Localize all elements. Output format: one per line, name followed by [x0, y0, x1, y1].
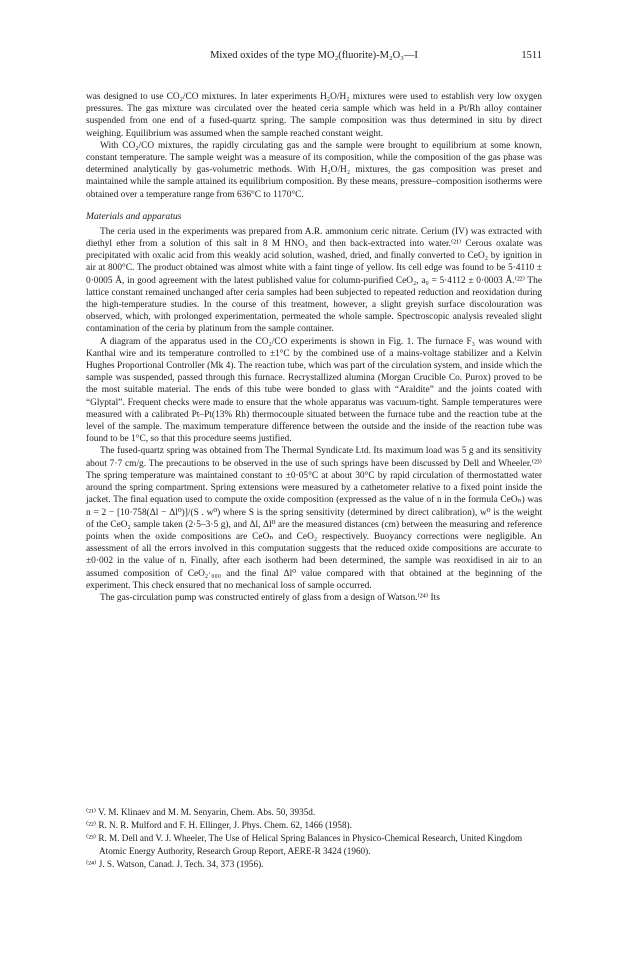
- paragraph: The fused-quartz spring was obtained from The Thermal Syndicate Ltd. Its maximum load was 5 g and its sensitivity about 7·7 cm/g. The precautions to be observed in the use of such springs have been discussed by Dell and Wheeler.⁽²³⁾ The spring temperature was maintained constant to ±0·05°C at about 30°C by rapid circulation of thermostatted water around the spring compartment. Spring extensions were measured by a cathetometer relative to a fixed point inside the jacket. The final equation used to compute the oxide composition (expressed as the value of n in the formula CeOₙ) was n = 2 − [10·758(Δl − Δl⁰)]/(S . w⁰) where S is the spring sensitivity (determined by direct calibration), w⁰ is the weight of the CeO₂ sample taken (2·5–3·5 g), and Δl, Δl⁰ are the measured distances (cm) between the measuring and reference points when the oxide compositions are CeOₙ and CeO₂ respectively. Buoyancy corrections were negligible. An assessment of all the errors involved in this computation suggests that the reduced oxide compositions are accurate to ±0·002 in the value of n. Finally, after each isotherm had been determined, the sample was reoxidised in air to an assumed composition of CeO₂·₀₀₀ and the final Δl⁰ value compared with that obtained at the beginning of the experiment. This check ensured that no mechanical loss of sample occurred.: [86, 446, 542, 591]
- running-title: Mixed oxides of the type MO₂(fluorite)-M₂O₃—I: [210, 50, 418, 61]
- reference-item: ⁽²⁴⁾ J. S. Watson, Canad. J. Tech. 34, 373 (1956).: [86, 858, 264, 869]
- paragraph: The gas-circulation pump was constructed entirely of glass from a design of Watson.⁽²⁴⁾ Its: [100, 592, 440, 603]
- paragraph: A diagram of the apparatus used in the CO₂/CO experiments is shown in Fig. 1. The furnace F₃ was wound with Kanthal wire and its temperature controlled to ±1°C by the combined use of a mains-voltage stabilizer and a Kelvin Hughes Proportional Controller (Mk 4). The reaction tube, which was part of the circulation system, and inside which the sample was suspended, passed through this furnace. Recrystallized alumina (Morgan Crucible Co. Purox) proved to be the most suitable material. The ends of this tube were bonded to glass with “Araldite” and the joints coated with “Glyptal”. Frequent checks were made to ensure that the whole apparatus was vacuum-tight. Sample temperatures were measured with a calibrated Pt–Pt(13% Rh) thermocouple situated between the furnace tube and the reaction tube at the level of the sample. The maximum temperature difference between the outside and the inside of the reaction tube was found to be 1°C, so that this procedure seems justified.: [86, 336, 542, 445]
- paragraph: With CO₂/CO mixtures, the rapidly circulating gas and the sample were brought to equilibrium at some known, constant temperature. The sample weight was a measure of its composition, while the composition of the gas phase was determined analytically by gas-volumetric methods. With H₂O/H₂ mixtures, the gas composition was preset and maintained while the sample attained its equilibrium composition. By these means, pressure–composition isotherms were obtained over a temperature range from 636°C to 1170°C.: [86, 140, 542, 200]
- page-content: [86, 50, 542, 604]
- paragraph: The ceria used in the experiments was prepared from A.R. ammonium ceric nitrate. Cerium (IV) was extracted with diethyl ether from a solution of this salt in 8 M HNO₃ and then back-extracted into water.⁽²¹⁾ Cerous oxalate was precipitated with oxalic acid from this weakly acid solution, washed, dried, and finally converted to CeO₂ by ignition in air at 800°C. The product obtained was almost white with a faint tinge of yellow. Its cell edge was found to be 5·4110 ± 0·0005 Å, in good agreement with the latest published value for column-purified CeO₂, a₀ = 5·4112 ± 0·0003 Å.⁽²²⁾ The lattice constant remained unchanged after ceria samples had been subjected to repeated reduction and reoxidation during the high-temperature studies. In the course of this treatment, however, a slight greyish surface discolouration was observed, which, with prolonged experimentation, permeated the whole sample. Spectroscopic analysis revealed slight contamination of the ceria by platinum from the sample container.: [86, 226, 542, 335]
- section-heading: Materials and apparatus: [86, 210, 182, 222]
- paragraph: was designed to use CO₂/CO mixtures. In later experiments H₂O/H₂ mixtures were used to establish very low oxygen pressures. The gas mixture was circulated over the heated ceria sample which was held in a Pt/Rh alloy container suspended from one end of a fused-quartz spring. The sample composition was thus determined in situ by direct weighing. Equilibrium was assumed when the sample reached constant weight.: [86, 92, 542, 139]
- page-header: [86, 50, 542, 66]
- page-number: 1511: [521, 50, 542, 61]
- references: [86, 806, 542, 871]
- reference-item: ⁽²¹⁾ V. M. Klinaev and M. M. Senyarin, Chem. Abs. 50, 3935d.: [86, 807, 316, 817]
- reference-item: ⁽²²⁾ R. N. R. Mulford and F. H. Ellinger, J. Phys. Chem. 62, 1466 (1958).: [86, 820, 352, 831]
- reference-item: ⁽²³⁾ R. M. Dell and V. J. Wheeler, The Use of Helical Spring Balances in Physico-Chemical Research, United Kingdom Atomic Energy Authority, Research Group Report, AERE-R 3424 (1960).: [86, 833, 523, 856]
